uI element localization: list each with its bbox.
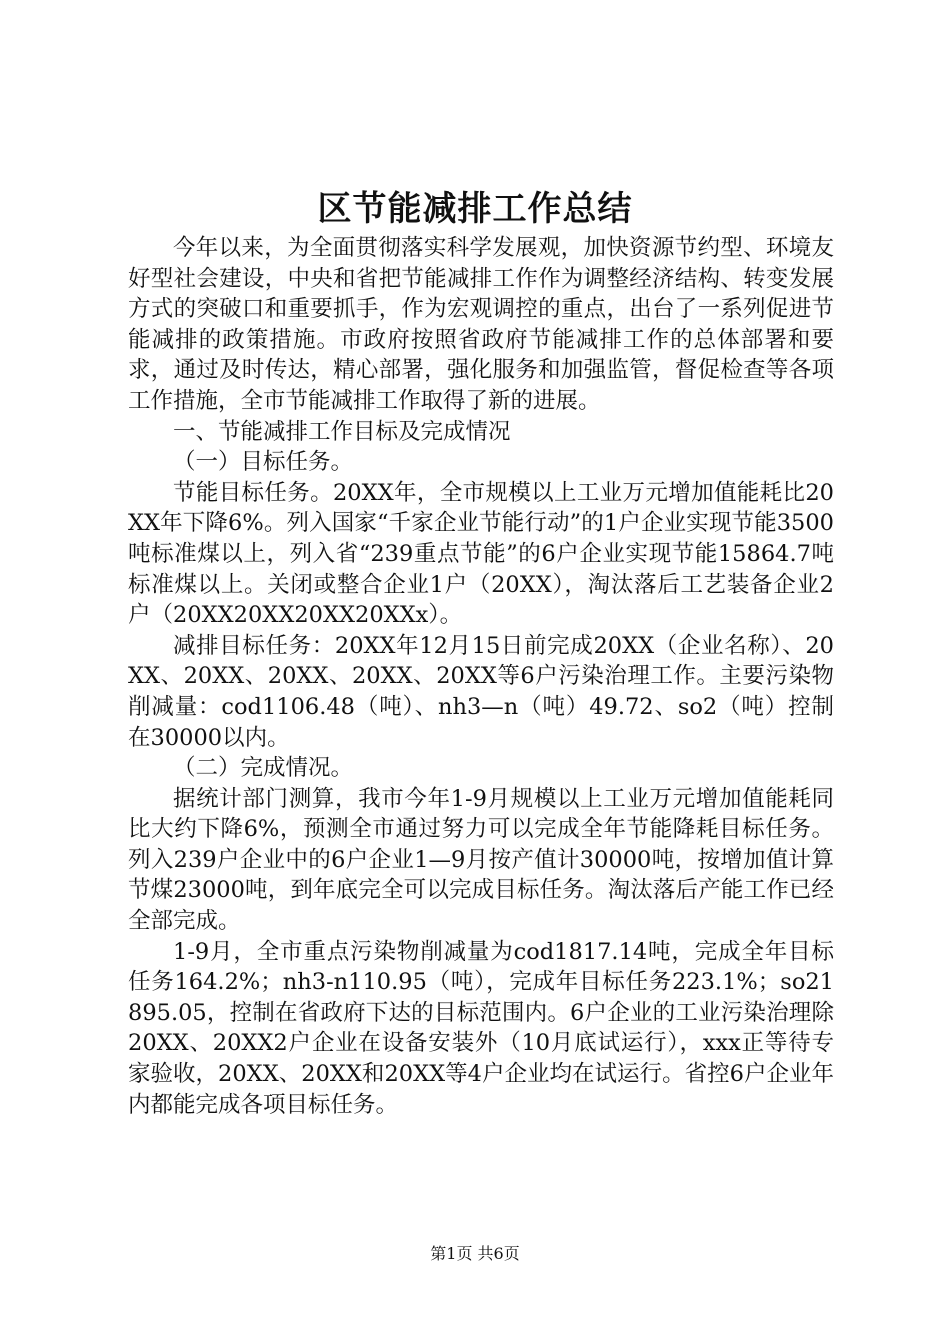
subsection-heading-completion: （二）完成情况。 [173,755,354,782]
document-body [128,233,834,1120]
section-heading-1: 一、节能减排工作目标及完成情况 [173,418,511,445]
subsection-heading-targets: （一）目标任务。 [173,449,354,476]
pollutant-reduction-paragraph: 1-9月，全市重点污染物削减量为cod1817.14吨，完成全年目标任务164.2%；nh3-n110.95（吨），完成年目标任务223.1%；so21895.05，控制在省政府下达的目标范围内。6户企业的工业污染治理除20XX、20XX2户企业在设备安装外（10月底试运行），xxx正等待专家验收，20XX、20XX和20XX等4户企业均在试运行。省控6户企业年内都能完成各项目标任务。 [128,938,834,1118]
completion-status-paragraph: 据统计部门测算，我市今年1-9月规模以上工业万元增加值能耗同比大约下降6%，预测全市通过努力可以完成全年节能降耗目标任务。列入239户企业中的6户企业1—9月按产值计30000吨，按增加值计算节煤23000吨，到年底完全可以完成目标任务。淘汰落后产能工作已经全部完成。 [128,785,834,935]
page-number-footer: 第1页 共6页 [430,1244,520,1263]
intro-paragraph: 今年以来，为全面贯彻落实科学发展观，加快资源节约型、环境友好型社会建设，中央和省把节能减排工作作为调整经济结构、转变发展方式的突破口和重要抓手，作为宏观调控的重点，出台了一系列促进节能减排的政策措施。市政府按照省政府节能减排工作的总体部署和要求，通过及时传达，精心部署，强化服务和加强监管，督促检查等各项工作措施，全市节能减排工作取得了新的进展。 [128,235,834,414]
energy-saving-target-paragraph: 节能目标任务。20XX年，全市规模以上工业万元增加值能耗比20XX年下降6%。列入国家“千家企业节能行动”的1户企业实现节能3500吨标准煤以上，列入省“239重点节能”的6户企业实现节能15864.7吨标准煤以上。关闭或整合企业1户（20XX），淘汰落后工艺装备企业2户（20XX20XX20XX20XXx）。 [128,479,834,629]
document-title: 区节能减排工作总结 [317,189,633,229]
emission-reduction-target-paragraph: 减排目标任务：20XX年12月15日前完成20XX（企业名称）、20XX、20XX、20XX、20XX、20XX等6户污染治理工作。主要污染物削减量：cod1106.48（吨）、nh3—n（吨）49.72、so2（吨）控制在30000以内。 [128,632,834,751]
